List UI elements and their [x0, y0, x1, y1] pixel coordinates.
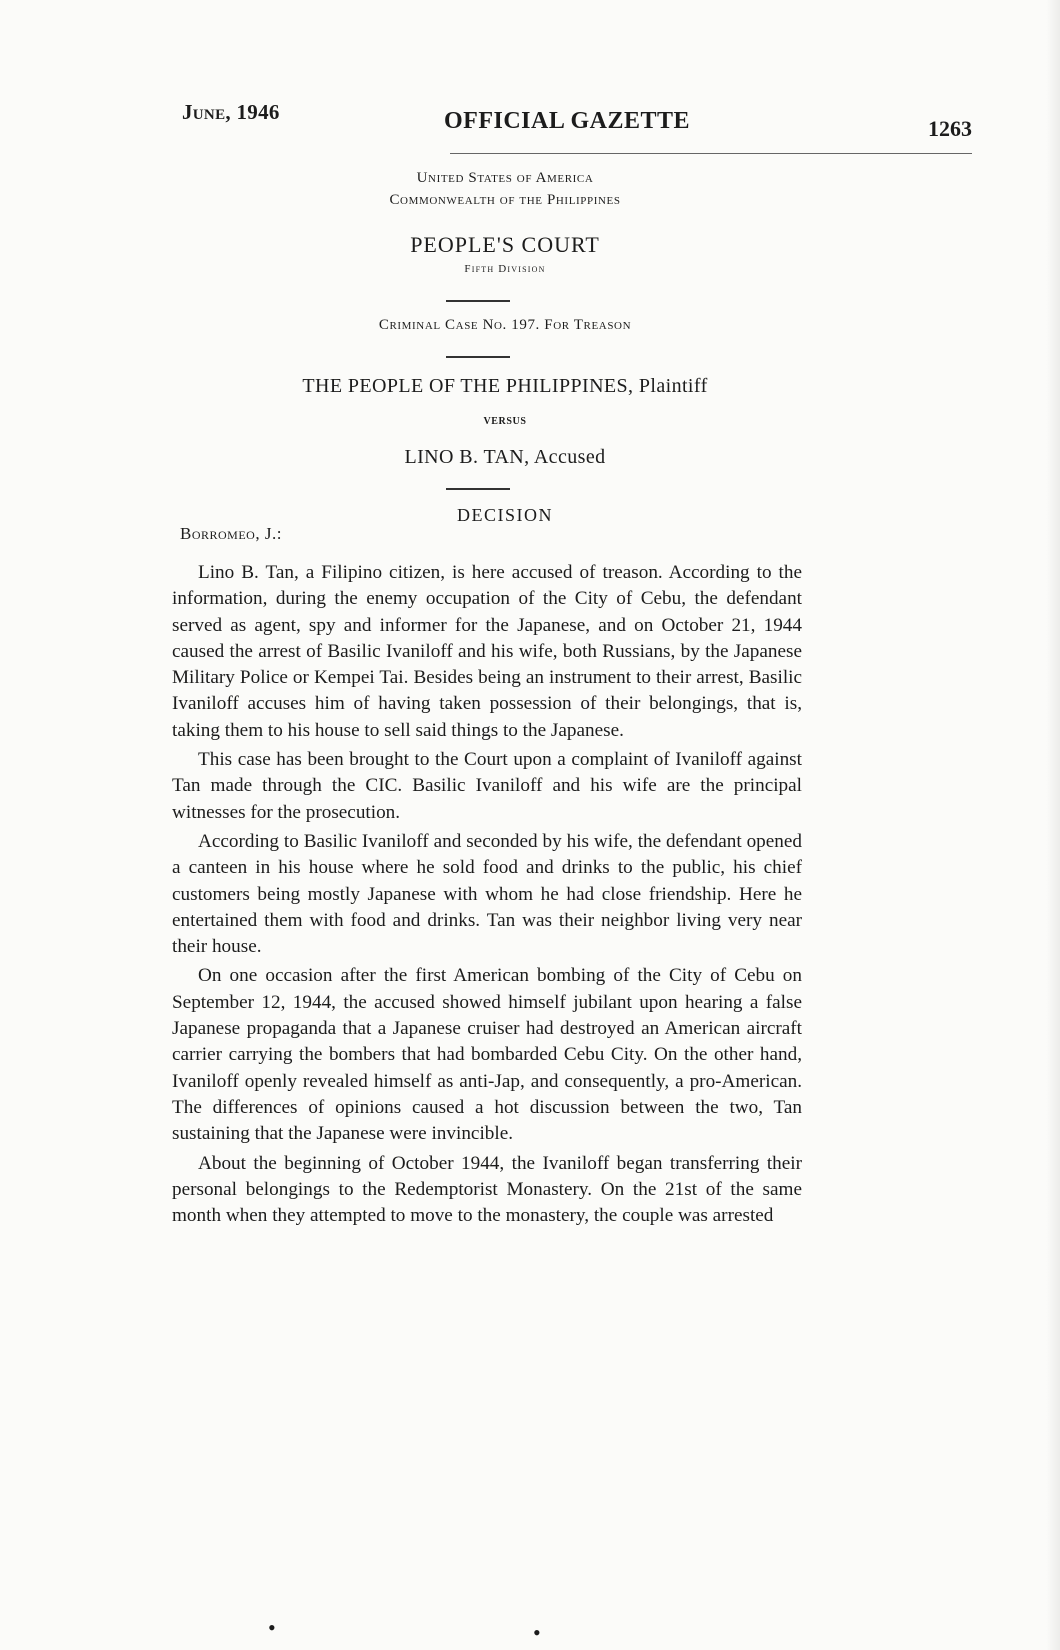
paragraph: On one occasion after the first American bombing of the City of Cebu on September 12, 1944, the accused showed himself jubilant upon hearing a false Japanese propaganda that a Japanese cruiser had destroyed an American aircraft carrier carrying the bombers that had bombarded Cebu City. On the other hand, Ivaniloff openly revealed himself as anti-Jap, and consequently, a pro-American. The differences of opinions caused a hot discussion between the two, Tan sustaining that the Japanese were invincible.: [172, 965, 802, 1145]
versus-label: versus: [483, 413, 527, 428]
divider-3: [446, 488, 510, 490]
decision-body: [172, 560, 802, 1232]
header-date: June, 1946: [182, 100, 280, 124]
divider-1: [446, 300, 510, 302]
plaintiff-line: THE PEOPLE OF THE PHILIPPINES, Plaintiff: [302, 375, 708, 397]
court-division: Fifth Division: [464, 263, 546, 275]
running-header: [176, 96, 972, 146]
court-name: PEOPLE'S COURT: [410, 232, 600, 257]
footer-mark-right: •: [533, 1620, 541, 1645]
header-title: OFFICIAL GAZETTE: [444, 108, 691, 134]
case-line: Criminal Case No. 197. For Treason: [378, 317, 632, 333]
decision-heading: DECISION: [457, 505, 553, 525]
page-edge-shadow: [1046, 0, 1060, 1650]
paragraph: According to Basilic Ivaniloff and seconded by his wife, the defendant opened a canteen in his house where he sold food and drinks to the public, his chief customers being mostly Japanese with whom he had close friendship. Here he entertained them with food and drinks. Tan was their neighbor living very near their house.: [172, 830, 802, 958]
accused-line: LINO B. TAN, Accused: [404, 446, 606, 468]
paragraph: This case has been brought to the Court upon a complaint of Ivaniloff against Tan made through the CIC. Basilic Ivaniloff and his wife are the principal witnesses for the prosecution.: [172, 749, 802, 823]
footer-mark-left: •: [268, 1615, 276, 1640]
caption-line-1: United States of America: [416, 170, 594, 186]
judge-byline: Borromeo, J.:: [180, 524, 282, 543]
paragraph: About the beginning of October 1944, the Ivaniloff began transferring their personal belongings to the Redemptorist Monastery. On the 21st of the same month when they attempted to move to the monastery, the couple was arrested: [172, 1152, 802, 1227]
paragraph: Lino B. Tan, a Filipino citizen, is here accused of treason. According to the information, during the enemy occupation of the City of Cebu, the defendant served as agent, spy and informer for the Japanese, and on October 21, 1944 caused the arrest of Basilic Ivaniloff and his wife, both Russians, by the Japanese Military Police or Kempei Tai. Besides being an instrument to their arrest, Basilic Ivaniloff accuses him of having taken possession of their belongings, that is, taking them to his house to sell said things to the Japanese.: [172, 562, 802, 741]
header-page-number: 1263: [928, 116, 972, 141]
header-rule: [450, 153, 972, 154]
divider-2: [446, 356, 510, 358]
caption-line-2: Commonwealth of the Philippines: [389, 192, 621, 208]
